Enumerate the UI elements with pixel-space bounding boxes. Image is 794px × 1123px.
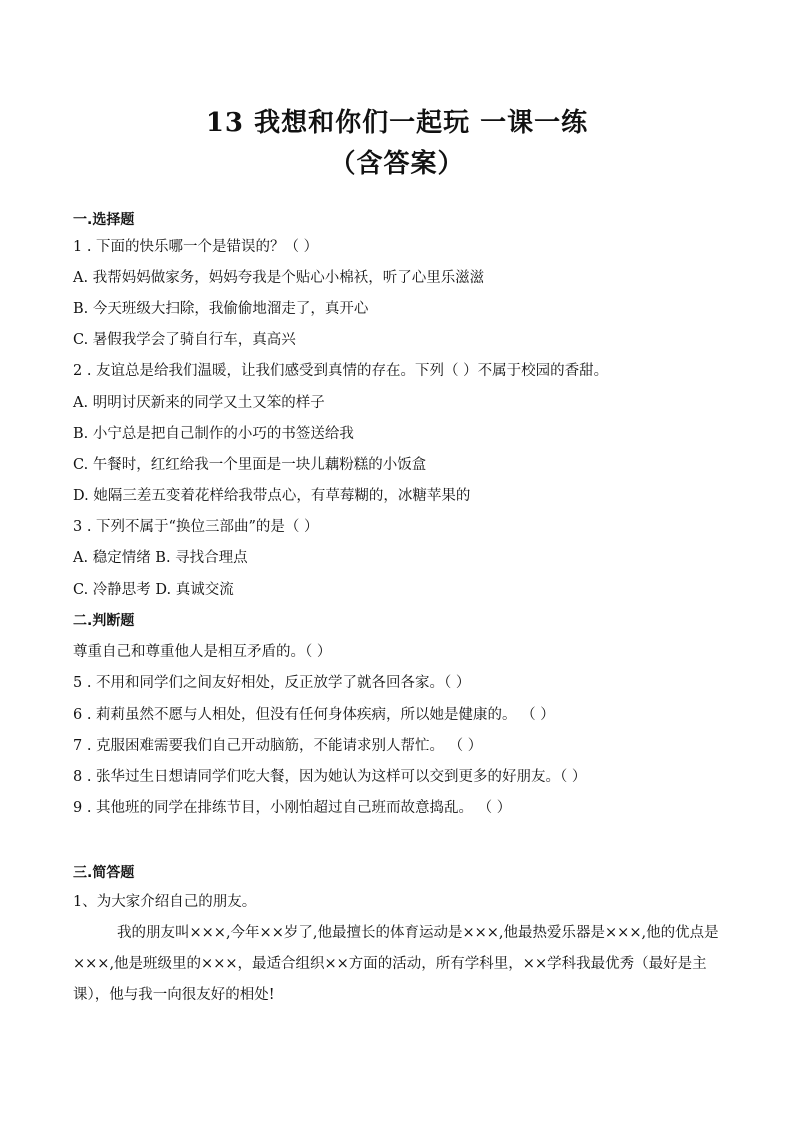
question-3-options-ab: A. 稳定情绪 B. 寻找合理点 — [73, 550, 248, 566]
question-4: 尊重自己和尊重他人是相互矛盾的。（ ） — [73, 644, 332, 660]
section-heading-choice: 一.选择题 — [73, 212, 135, 228]
section-heading-short: 三.简答题 — [73, 865, 135, 881]
question-1-option-b: B. 今天班级大扫除，我偷偷地溜走了，真开心 — [73, 301, 369, 317]
question-2-option-d: D. 她隔三差五变着花样给我带点心，有草莓糊的，冰糖苹果的 — [73, 488, 471, 504]
question-5: 5 . 不用和同学们之间友好相处，反正放学了就各回各家。（ ） — [73, 675, 471, 691]
question-3: 3 . 下列不属于“换位三部曲”的是（ ） — [73, 519, 319, 535]
question-2-option-c: C. 午餐时，红红给我一个里面是一块儿藕粉糕的小饭盒 — [73, 457, 427, 473]
page-subtitle: （含答案） — [329, 149, 465, 179]
question-2: 2 . 友谊总是给我们温暖，让我们感受到真情的存在。下列（ ）不属于校园的香甜。 — [73, 363, 609, 379]
page-title: 13 我想和你们一起玩 一课一练 — [205, 108, 589, 138]
question-9: 9 . 其他班的同学在排练节目，小刚怕超过自己班而故意捣乱。 （ ） — [73, 800, 512, 816]
question-6: 6 . 莉莉虽然不愿与人相处，但没有任何身体疾病，所以她是健康的。 （ ） — [73, 707, 555, 723]
question-2-option-a: A. 明明讨厌新来的同学又土又笨的样子 — [73, 395, 325, 411]
question-3-options-cd: C. 冷静思考 D. 真诚交流 — [73, 582, 234, 598]
question-1-option-a: A. 我帮妈妈做家务，妈妈夸我是个贴心小棉袄，听了心里乐滋滋 — [73, 270, 485, 286]
question-1-option-c: C. 暑假我学会了骑自行车，真高兴 — [73, 332, 296, 348]
question-1: 1 . 下面的快乐哪一个是错误的？（ ） — [73, 239, 319, 255]
question-2-option-b: B. 小宁总是把自己制作的小巧的书签送给我 — [73, 426, 354, 442]
short-question-1: 1、为大家介绍自己的朋友。 — [73, 894, 257, 910]
short-question-1-answer: 我的朋友叫×××,今年××岁了,他最擅长的体育运动是×××,他最热爱乐器是×××,他的优点是×××,他是班级里的×××，最适合组织××方面的活动，所有学科里，××学科我最优秀（最好是主课），他与我一向很友好的相处! — [73, 925, 719, 1003]
section-heading-judge: 二.判断题 — [73, 613, 135, 629]
question-8: 8 . 张华过生日想请同学们吃大餐，因为她认为这样可以交到更多的好朋友。（ ） — [73, 769, 587, 785]
question-7: 7 . 克服困难需要我们自己开动脑筋，不能请求别人帮忙。 （ ） — [73, 738, 483, 754]
